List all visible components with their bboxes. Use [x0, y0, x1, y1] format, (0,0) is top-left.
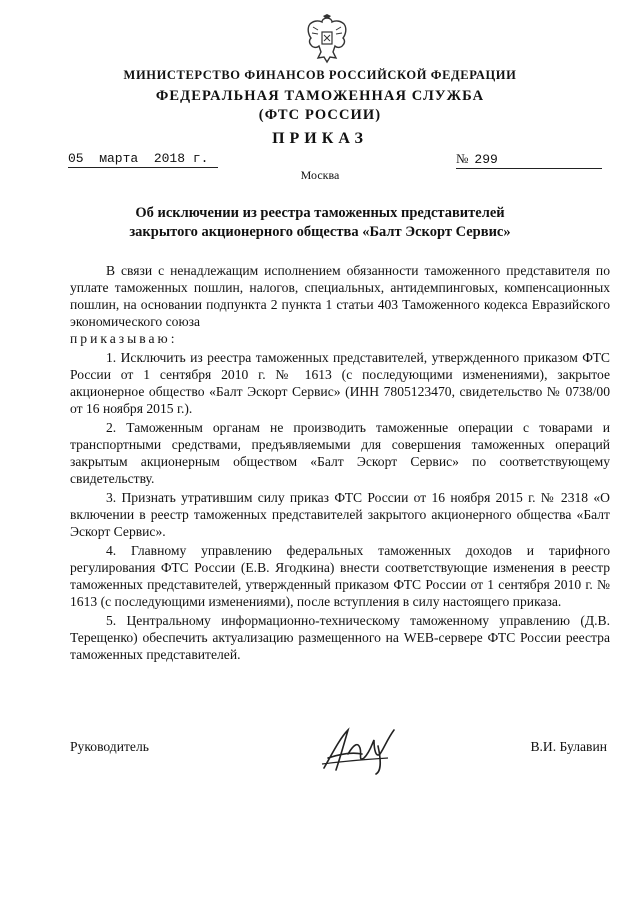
order-item: 3. Признать утратившим силу приказ ФТС России от 16 ноября 2015 г. № 2318 «О включении в реестр таможенных представителей закрытого акционерного общества «Балт Эскорт Сервис». [70, 490, 610, 539]
signatory-name: В.И. Булавин [530, 739, 607, 754]
city: Москва [300, 168, 340, 182]
signatory-role: Руководитель [70, 739, 149, 754]
order-item: 5. Центральному информационно-техническому таможенному управлению (Д.В. Терещенко) обеспечить актуализацию размещенного на WEB-сервере ФТС России реестра таможенных представителей. [70, 613, 610, 662]
service-abbreviation: (ФТС РОССИИ) [258, 107, 382, 123]
document-type: ПРИКАЗ [272, 130, 368, 147]
ministry-name: МИНИСТЕРСТВО ФИНАНСОВ РОССИЙСКОЙ ФЕДЕРАЦИИ [123, 68, 517, 82]
service-name: ФЕДЕРАЛЬНАЯ ТАМОЖЕННАЯ СЛУЖБА [155, 88, 485, 104]
order-subject [70, 204, 570, 242]
number-sign: № [456, 151, 469, 166]
order-number [456, 151, 602, 169]
preamble-paragraph [70, 262, 610, 347]
russian-coat-of-arms-icon [304, 14, 350, 66]
order-item: 1. Исключить из реестра таможенных представителей, утвержденного приказом ФТС России от 1 сентября 2010 г. № 1613 (с последующими изменениями), закрытое акционерное общество «Балт Эскорт Сервис» (ИНН 7805123470, свидетельство № 0738/00 от 16 ноября 2015 г.). [70, 350, 610, 416]
number-value: 299 [474, 152, 498, 167]
subject-line-1: Об исключении из реестра таможенных представителей [135, 205, 505, 221]
order-item: 2. Таможенным органам не производить таможенные операции с товарами и транспортными средствами, предъявляемыми для совершения таможенных операций закрытым акционерным обществом «Балт Эскорт Сервис» по соответствующему свидетельству. [70, 420, 610, 486]
order-body [70, 262, 610, 665]
order-date: 05 марта 2018 г. [68, 151, 218, 168]
order-item: 4. Главному управлению федеральных таможенных доходов и тарифного регулирования ФТС России (Е.В. Ягодкина) внести соответствующие изменения в реестр таможенных представителей, утвержденный приказом ФТС России от 1 сентября 2010 г. № 1613 (с последующими изменениями), после вступления в силу настоящего приказа. [70, 543, 610, 609]
subject-line-2: закрытого акционерного общества «Балт Эскорт Сервис» [129, 224, 511, 240]
handwritten-signature [318, 724, 400, 776]
order-word: приказываю: [70, 331, 178, 346]
preamble-text: В связи с ненадлежащим исполнением обязанности таможенного представителя по уплате таможенных пошлин, налогов, специальных, антидемпинговых, компенсационных пошлин, на основании подпункта 2 пункта 1 статьи 403 Таможенного кодекса Евразийского экономического союза [70, 263, 610, 329]
